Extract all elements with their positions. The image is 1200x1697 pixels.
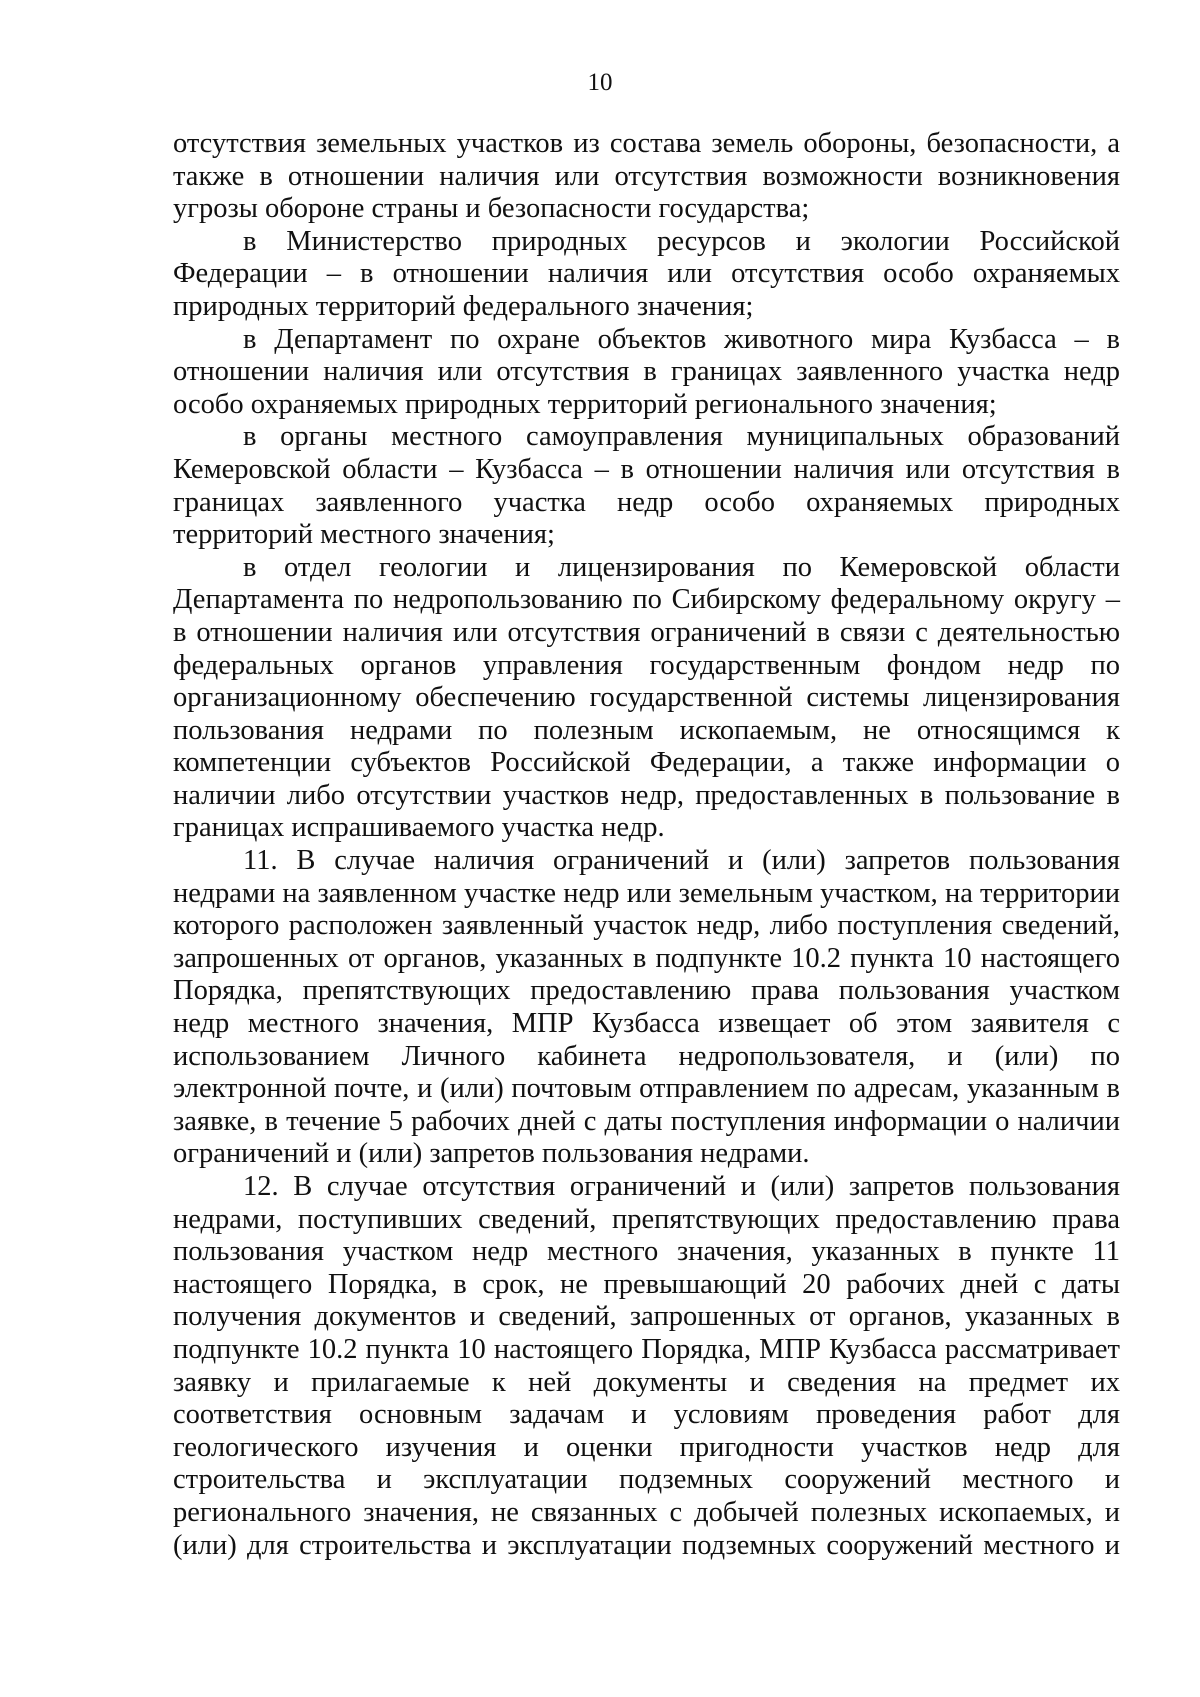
paragraph-item-12: 12. В случае отсутствия ограничений и (или) запретов пользования недрами, поступивших сведений, препятствующих предоставлению права пользования участком недр местного значения, указанных в пункте 11 настоящего Порядка, в срок, не превышающий 20 рабочих дней с даты получения документов и сведений, запрошенных от органов, указанных в подпункте 10.2 пункта 10 настоящего Порядка, МПР Кузбасса рассматривает заявку и прилагаемые к ней документы и сведения на предмет их соответствия основным задачам и условиям проведения работ для геологического изучения и оценки пригодности участков недр для строительства и эксплуатации подземных сооружений местного и регионального значения, не связанных с добычей полезных ископаемых, и (или) для строительства и эксплуатации подземных сооружений местного и: [173, 1171, 1120, 1561]
paragraph-geology-licensing-department: в отдел геологии и лицензирования по Кемеровской области Департамента по недропользованию по Сибирскому федеральному округу – в отношении наличия или отсутствия ограничений в связи с деятельностью федеральных органов управления государственным фондом недр по организационному обеспечению государственной системы лицензирования пользования недрами по полезным ископаемым, не относящимся к компетенции субъектов Российской Федерации, а также информации о наличии либо отсутствии участков недр, предоставленных в пользование в границах испрашиваемого участка недр.: [173, 551, 1120, 844]
page-number: 10: [587, 69, 613, 96]
document-body: [173, 128, 1120, 1562]
paragraph-ministry-natural-resources: в Министерство природных ресурсов и экологии Российской Федерации – в отношении наличия или отсутствия особо охраняемых природных территорий федерального значения;: [173, 225, 1120, 322]
paragraph-local-government: в органы местного самоуправления муниципальных образований Кемеровской области – Кузбасса – в отношении наличия или отсутствия в границах заявленного участка недр особо охраняемых природных территорий местного значения;: [173, 421, 1120, 551]
paragraph-wildlife-department: в Департамент по охране объектов животного мира Кузбасса – в отношении наличия или отсутствия в границах заявленного участка недр особо охраняемых природных территорий регионального значения;: [173, 323, 1120, 420]
paragraph-continuation: отсутствия земельных участков из состава земель обороны, безопасности, а также в отношении наличия или отсутствия возможности возникновения угрозы обороне страны и безопасности государства;: [173, 128, 1120, 225]
paragraph-item-11: 11. В случае наличия ограничений и (или) запретов пользования недрами на заявленном участке недр или земельным участком, на территории которого расположен заявленный участок недр, либо поступления сведений, запрошенных от органов, указанных в подпункте 10.2 пункта 10 настоящего Порядка, препятствующих предоставлению права пользования участком недр местного значения, МПР Кузбасса извещает об этом заявителя с использованием Личного кабинета недропользователя, и (или) по электронной почте, и (или) почтовым отправлением по адресам, указанным в заявке, в течение 5 рабочих дней с даты поступления информации о наличии ограничений и (или) запретов пользования недрами.: [173, 845, 1120, 1170]
